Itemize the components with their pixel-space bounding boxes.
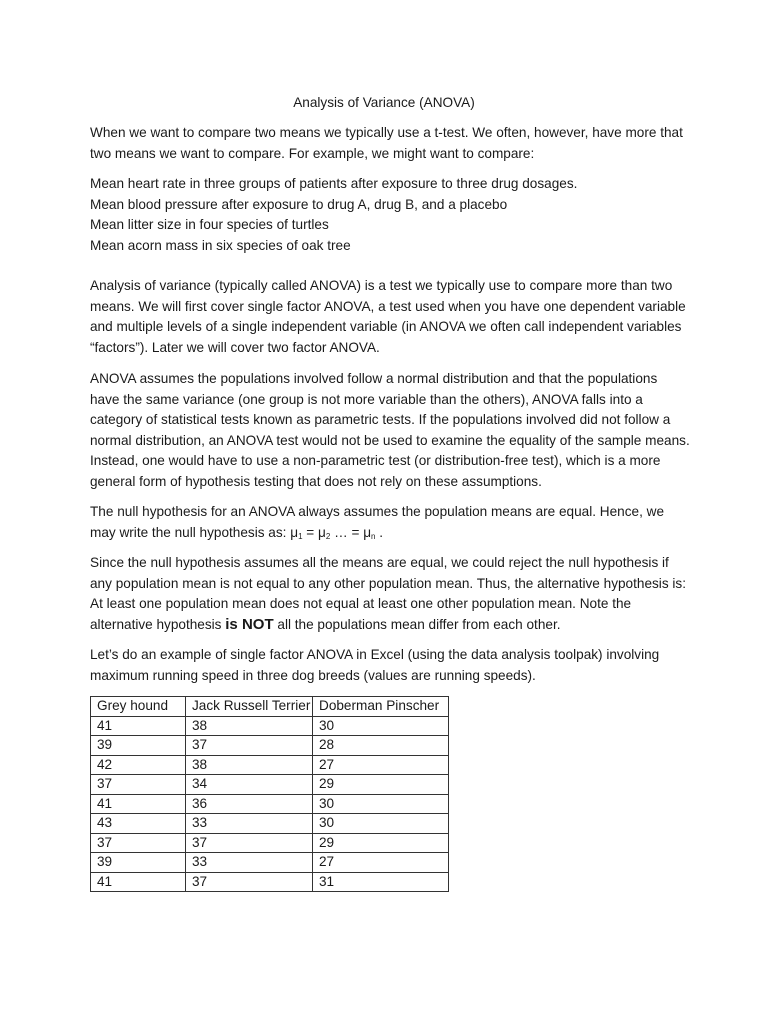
table-row [91,872,449,892]
table-row [91,775,449,795]
table-row [91,755,449,775]
table-header-row [91,697,449,717]
mu-symbol: μ [290,524,299,540]
table-cell: 28 [313,736,449,756]
subscript-n: n [371,531,376,541]
table-cell: 33 [186,853,313,873]
null-hypothesis-paragraph [90,502,690,547]
mu-symbol: μ [318,524,326,540]
table-cell: 37 [186,872,313,892]
table-cell: 37 [91,775,186,795]
table-cell: 27 [313,853,449,873]
running-speed-table [90,696,449,892]
null-hypothesis-text: The null hypothesis for an ANOVA always assumes the population means are equal. Hence, we may write the null hypothesis as: [90,504,665,540]
table-cell: 33 [186,814,313,834]
table-cell: 29 [313,775,449,795]
table-cell: 30 [313,814,449,834]
table-cell: 41 [91,716,186,736]
example-intro-paragraph: Let’s do an example of single factor ANOVA in Excel (using the data analysis toolpak) involving maximum running speed in three dog breeds (values are running speeds). [90,647,660,683]
table-row [91,814,449,834]
emphasis-is-not: is NOT [225,615,274,633]
alternative-hypothesis-text: Since the null hypothesis assumes all the means are equal, we could reject the null hypothesis if any population mean is not equal to any other population mean. Thus, the alternative hypothesis is: At least one population mean does not equal at least one other population mean. Note the alternative hypothesis [90,555,686,632]
assumptions-paragraph: ANOVA assumes the populations involved follow a normal distribution and that the populations have the same variance (one group is not more variable than the others), ANOVA falls into a category of statistical tests known as parametric tests. If the populations involved did not follow a normal distribution, an ANOVA test would not be used to examine the equality of the sample means. Instead, one would have to use a non-parametric test (or distribution-free test), which is a more general form of hypothesis testing that does not rely on these assumptions. [90,371,690,489]
table-cell: 30 [313,716,449,736]
table-row [91,794,449,814]
ellipsis-equals: … = [330,524,364,540]
alternative-hypothesis-end: all the populations mean differ from each other. [273,616,561,632]
example-item: Mean litter size in four species of turtles [90,217,329,232]
subscript-2: 2 [325,531,331,541]
table-cell: 38 [186,716,313,736]
mu-symbol: μ [363,524,372,540]
equals-sign: = [302,524,319,540]
table-cell: 30 [313,794,449,814]
table-cell: 39 [91,736,186,756]
table-cell: 39 [91,853,186,873]
table-cell: 38 [186,755,313,775]
table-cell: 36 [186,794,313,814]
example-item: Mean heart rate in three groups of patients after exposure to three drug dosages. [90,176,578,191]
table-row [91,833,449,853]
table-cell: 41 [91,794,186,814]
table-header-cell: Jack Russell Terrier [186,697,313,717]
anova-definition-paragraph: Analysis of variance (typically called ANOVA) is a test we typically use to compare more than two means. We will first cover single factor ANOVA, a test used when you have one dependent variable and multiple levels of a single independent variable (in ANOVA we often call independent variables “factors”). Later we will cover two factor ANOVA. [90,278,686,355]
table-cell: 43 [91,814,186,834]
subscript-1: 1 [298,531,303,541]
table-cell: 31 [313,872,449,892]
intro-paragraph: When we want to compare two means we typically use a t-test. We often, however, have more that two means we want to compare. For example, we might want to compare: [90,125,683,161]
table-header-cell: Doberman Pinscher [313,697,449,717]
table-cell: 37 [91,833,186,853]
table-row [91,853,449,873]
table-cell: 27 [313,755,449,775]
table-cell: 42 [91,755,186,775]
example-item: Mean blood pressure after exposure to drug A, drug B, and a placebo [90,196,508,212]
table-cell: 41 [91,872,186,892]
table-row [91,716,449,736]
table-row [91,736,449,756]
sentence-end: . [375,524,384,540]
table-header-cell: Grey hound [91,697,186,717]
alternative-hypothesis-paragraph [90,553,690,635]
document-title: Analysis of Variance (ANOVA) [293,95,475,110]
examples-list [90,174,690,256]
table-cell: 29 [313,833,449,853]
table-cell: 34 [186,775,313,795]
table-cell: 37 [186,833,313,853]
example-item: Mean acorn mass in six species of oak tree [90,237,351,253]
table-cell: 37 [186,736,313,756]
